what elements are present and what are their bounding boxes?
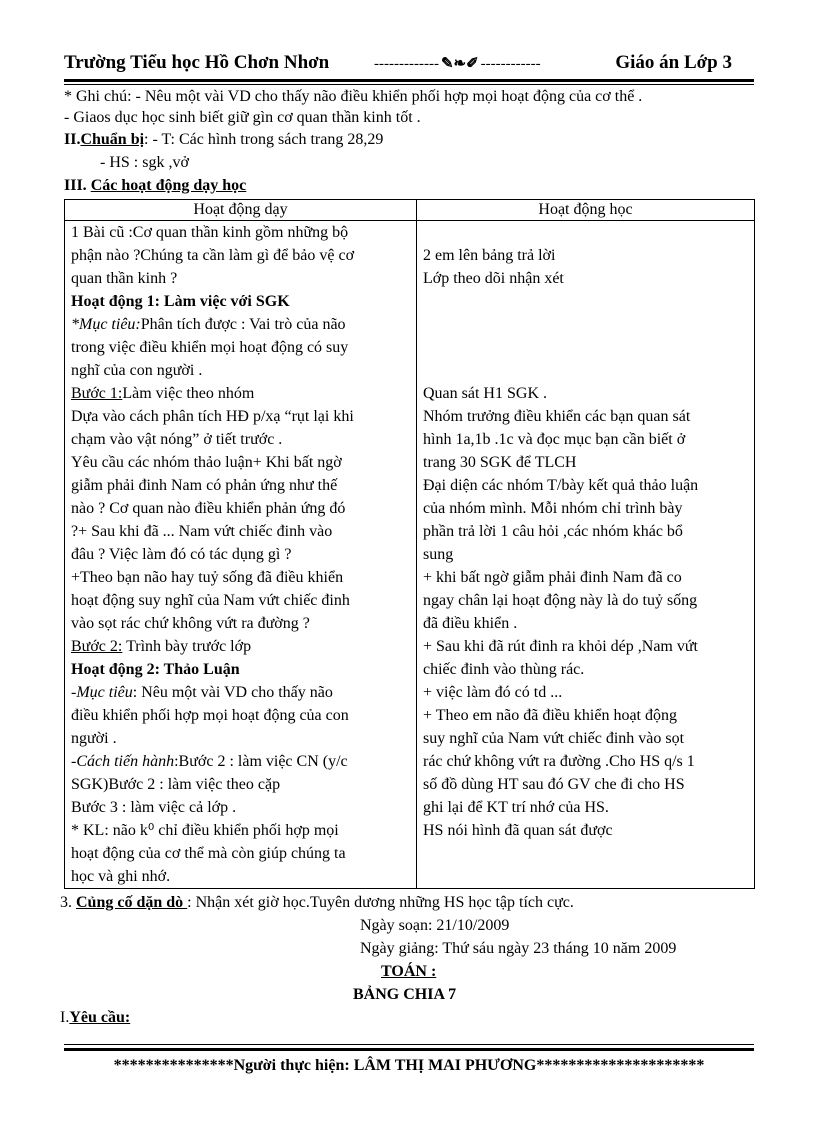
line-text: +Theo bạn não hay tuỷ sống đã điều khiển: [71, 569, 344, 586]
learning-activity-line: [423, 359, 748, 382]
table-body-row: [65, 221, 755, 889]
line-text: Đại diện các nhóm T/bày kết quả thảo luận: [423, 477, 699, 494]
line-text: ?+ Sau khi đã ... Nam vứt chiếc đinh vào: [71, 523, 333, 540]
teaching-activity-line: [71, 566, 410, 589]
teaching-activity-line: [71, 451, 410, 474]
note-line-2: - Giaos dục học sinh biết giữ gìn cơ quan thần kinh tốt .: [64, 109, 421, 126]
line-text: SGK)Bước 2 : làm việc theo cặp: [71, 776, 281, 793]
learning-activity-line: [423, 658, 748, 681]
line-text: 1 Bài cũ :Cơ quan thần kinh gồm những bộ: [71, 224, 349, 241]
activities-prefix: III.: [64, 177, 91, 194]
step-label: Bước 2:: [71, 638, 123, 655]
learning-activity-line: [423, 727, 748, 750]
learning-activity-line: [423, 497, 748, 520]
consolidation-title: Củng cố dặn dò: [76, 894, 188, 911]
teaching-activity-line: [71, 405, 410, 428]
teaching-activity-line: [71, 474, 410, 497]
activities-title: Các hoạt động dạy học: [90, 177, 247, 194]
line-text: người .: [71, 730, 117, 747]
teaching-activity-line: [71, 382, 410, 405]
line-text: vào sọt rác chứ không vứt ra đường ?: [71, 615, 310, 632]
line-text: đã điều khiển .: [423, 615, 518, 632]
consolidation-text: : Nhận xét giờ học.Tuyên dương những HS học tập tích cực.: [187, 894, 574, 911]
line-text: điều khiển phối hợp mọi hoạt động của con: [71, 707, 349, 724]
line-text: hoạt động của cơ thể mà còn giúp chúng ta: [71, 845, 346, 862]
teaching-activity-line: [71, 612, 410, 635]
teaching-activity-line: [71, 819, 410, 842]
learning-activity-line: [423, 612, 748, 635]
header-ornament: [374, 54, 541, 73]
line-text: Quan sát H1 SGK .: [423, 385, 547, 402]
line-text: Lớp theo dõi nhận xét: [423, 270, 564, 287]
line-text: * KL: não k⁰ chỉ điều khiển phối hợp mọi: [71, 822, 339, 839]
line-text: + việc làm đó có td ...: [423, 684, 563, 701]
learning-activity-line: [423, 382, 748, 405]
teaching-activity-line: [71, 336, 410, 359]
line-text: Hoạt động 1: Làm việc với SGK: [71, 293, 290, 310]
italic-label: -Mục tiêu: [71, 684, 133, 701]
learning-activity-line: [423, 796, 748, 819]
note-line-1: * Ghi chú: - Nêu một vài VD cho thấy não điều khiển phối hợp mọi hoạt động của cơ thể .: [64, 88, 643, 105]
teaching-activity-line: [71, 589, 410, 612]
teaching-activity-line: [71, 635, 410, 658]
teaching-activities-cell: [65, 221, 417, 889]
teaching-activity-line: [71, 359, 410, 382]
subject-title: TOÁN :: [381, 963, 437, 980]
learning-activity-line: [423, 543, 748, 566]
line-text: Hoạt động 2: Thảo Luận: [71, 661, 240, 678]
teaching-activity-line: [71, 658, 410, 681]
line-text: chiếc đinh vào thùng rác.: [423, 661, 585, 678]
book-ornament-icon: ✎❧✐: [440, 56, 479, 72]
header-learning-activities: Hoạt động học: [417, 200, 755, 221]
line-text: trong việc điều khiển mọi hoạt động có suy: [71, 339, 349, 356]
line-text: rác chứ không vứt ra đường .Cho HS q/s 1: [423, 753, 695, 770]
line-text: số đồ dùng HT sau đó GV che đi cho HS: [423, 776, 685, 793]
italic-label: -Cách tiến hành: [71, 753, 175, 770]
footer-rule-thick: [64, 1048, 754, 1051]
learning-activity-line: [423, 635, 748, 658]
teaching-activity-line: [71, 313, 410, 336]
italic-label: *Mục tiêu:: [71, 316, 141, 333]
teaching-activity-line: [71, 520, 410, 543]
line-text: + Sau khi đã rút đinh ra khỏi dép ,Nam vứt: [423, 638, 698, 655]
line-text: Dựa vào cách phân tích HĐ p/xạ “rụt lại khi: [71, 408, 354, 425]
school-name: Trường Tiểu học Hồ Chơn Nhơn: [64, 52, 330, 73]
line-text: HS nói hình đã quan sát được: [423, 822, 613, 839]
line-text: Làm việc theo nhóm: [122, 385, 255, 402]
header-rule-thick: [64, 79, 754, 82]
preparation-section: [64, 130, 383, 150]
learning-activity-line: [423, 750, 748, 773]
header-teaching-activities: Hoạt động dạy: [65, 200, 417, 221]
learning-activity-line: [423, 589, 748, 612]
header-dashes-right: ------------: [480, 56, 541, 72]
line-text: nghĩ của con người .: [71, 362, 203, 379]
line-text: trang 30 SGK để TLCH: [423, 454, 577, 471]
page-header: [64, 52, 752, 78]
line-text: suy nghĩ của Nam vứt chiếc đinh vào sọt: [423, 730, 685, 747]
line-text: phận nào ?Chúng ta cần làm gì để bảo vệ cơ: [71, 247, 355, 264]
header-rule-thin: [64, 84, 754, 85]
learning-activity-line: [423, 313, 748, 336]
learning-activity-line: [423, 451, 748, 474]
learning-activity-line: [423, 428, 748, 451]
step-label: Bước 1:: [71, 385, 123, 402]
learning-activity-line: [423, 819, 748, 842]
line-text: : Nêu một vài VD cho thấy não: [132, 684, 333, 701]
line-text: giẫm phải đinh Nam có phản ứng như thế: [71, 477, 338, 494]
line-text: học và ghi nhớ.: [71, 868, 171, 885]
line-text: chạm vào vật nóng” ở tiết trước .: [71, 431, 283, 448]
consolidation-line: [60, 893, 574, 913]
consolidation-prefix: 3.: [60, 894, 76, 911]
learning-activity-line: [423, 704, 748, 727]
requirements-prefix: I.: [60, 1009, 70, 1026]
line-text: hình 1a,1b .1c và đọc mục bạn cần biết ở: [423, 431, 686, 448]
line-text: Yêu cầu các nhóm thảo luận+ Khi bất ngờ: [71, 454, 342, 471]
line-text: + khi bất ngờ giẫm phải đinh Nam đã co: [423, 569, 682, 586]
teaching-activity-line: [71, 221, 410, 244]
page-footer: ***************Người thực hiện: LÂM THỊ MAI PHƯƠNG*********************: [113, 1057, 705, 1074]
learning-activity-line: [423, 244, 748, 267]
requirements-heading: [60, 1008, 130, 1028]
table-header-row: [65, 200, 755, 221]
line-text: hoạt động suy nghĩ của Nam vứt chiếc đinh: [71, 592, 350, 609]
learning-activities-cell: [417, 221, 755, 889]
teaching-activity-line: [71, 543, 410, 566]
preparation-student: - HS : sgk ,vở: [100, 154, 189, 171]
requirements-title: Yêu cầu:: [69, 1009, 131, 1026]
learning-activity-line: [423, 267, 748, 290]
line-text: Phân tích được : Vai trò của não: [140, 316, 346, 333]
line-text: sung: [423, 546, 454, 563]
preparation-prefix: II.: [64, 131, 81, 148]
line-text: của nhóm mình. Mỗi nhóm chỉ trình bày: [423, 500, 683, 517]
learning-activity-line: [423, 566, 748, 589]
teaching-activity-line: [71, 681, 410, 704]
line-text: quan thần kinh ?: [71, 270, 178, 287]
teaching-activity-line: [71, 773, 410, 796]
teaching-activity-line: [71, 497, 410, 520]
teaching-activity-line: [71, 267, 410, 290]
teaching-activity-line: [71, 865, 410, 888]
line-text: ngay chân lại hoạt động này là do tuỷ sống: [423, 592, 698, 609]
preparation-teacher: : - T: Các hình trong sách trang 28,29: [144, 131, 384, 148]
learning-activity-line: [423, 290, 748, 313]
learning-activity-line: [423, 474, 748, 497]
line-text: nào ? Cơ quan nào điều khiển phản ứng đó: [71, 500, 346, 517]
line-text: Trình bày trước lớp: [122, 638, 252, 655]
learning-activity-line: [423, 773, 748, 796]
teaching-activity-line: [71, 727, 410, 750]
activities-heading: [64, 176, 246, 196]
header-dashes-left: -------------: [374, 56, 439, 72]
line-text: đâu ? Việc làm đó có tác dụng gì ?: [71, 546, 292, 563]
line-text: 2 em lên bảng trả lời: [423, 247, 556, 264]
learning-activity-line: [423, 405, 748, 428]
line-text: Nhóm trưởng điều khiển các bạn quan sát: [423, 408, 691, 425]
preparation-title: Chuẩn bị: [80, 131, 145, 148]
line-text: ghi lại để KT trí nhớ của HS.: [423, 799, 609, 816]
activities-table: [64, 199, 755, 889]
footer-rule-thin: [64, 1044, 754, 1045]
line-text: :Bước 2 : làm việc CN (y/c: [174, 753, 348, 770]
learning-activity-line: [423, 520, 748, 543]
teaching-activity-line: [71, 796, 410, 819]
learning-activity-line: [423, 336, 748, 359]
date-prepared: Ngày soạn: 21/10/2009: [360, 917, 510, 934]
teaching-activity-line: [71, 842, 410, 865]
line-text: Bước 3 : làm việc cả lớp .: [71, 799, 237, 816]
line-text: + Theo em não đã điều khiển hoạt động: [423, 707, 677, 724]
teaching-activity-line: [71, 428, 410, 451]
learning-activity-line: [423, 221, 748, 244]
lesson-title: BẢNG CHIA 7: [353, 986, 457, 1003]
teaching-activity-line: [71, 704, 410, 727]
grade-label: Giáo án Lớp 3: [615, 52, 732, 73]
teaching-activity-line: [71, 244, 410, 267]
learning-activity-line: [423, 681, 748, 704]
line-text: phần trả lời 1 câu hỏi ,các nhóm khác bổ: [423, 523, 683, 540]
teaching-activity-line: [71, 750, 410, 773]
teaching-activity-line: [71, 290, 410, 313]
date-taught: Ngày giảng: Thứ sáu ngày 23 tháng 10 năm 2009: [360, 940, 677, 957]
